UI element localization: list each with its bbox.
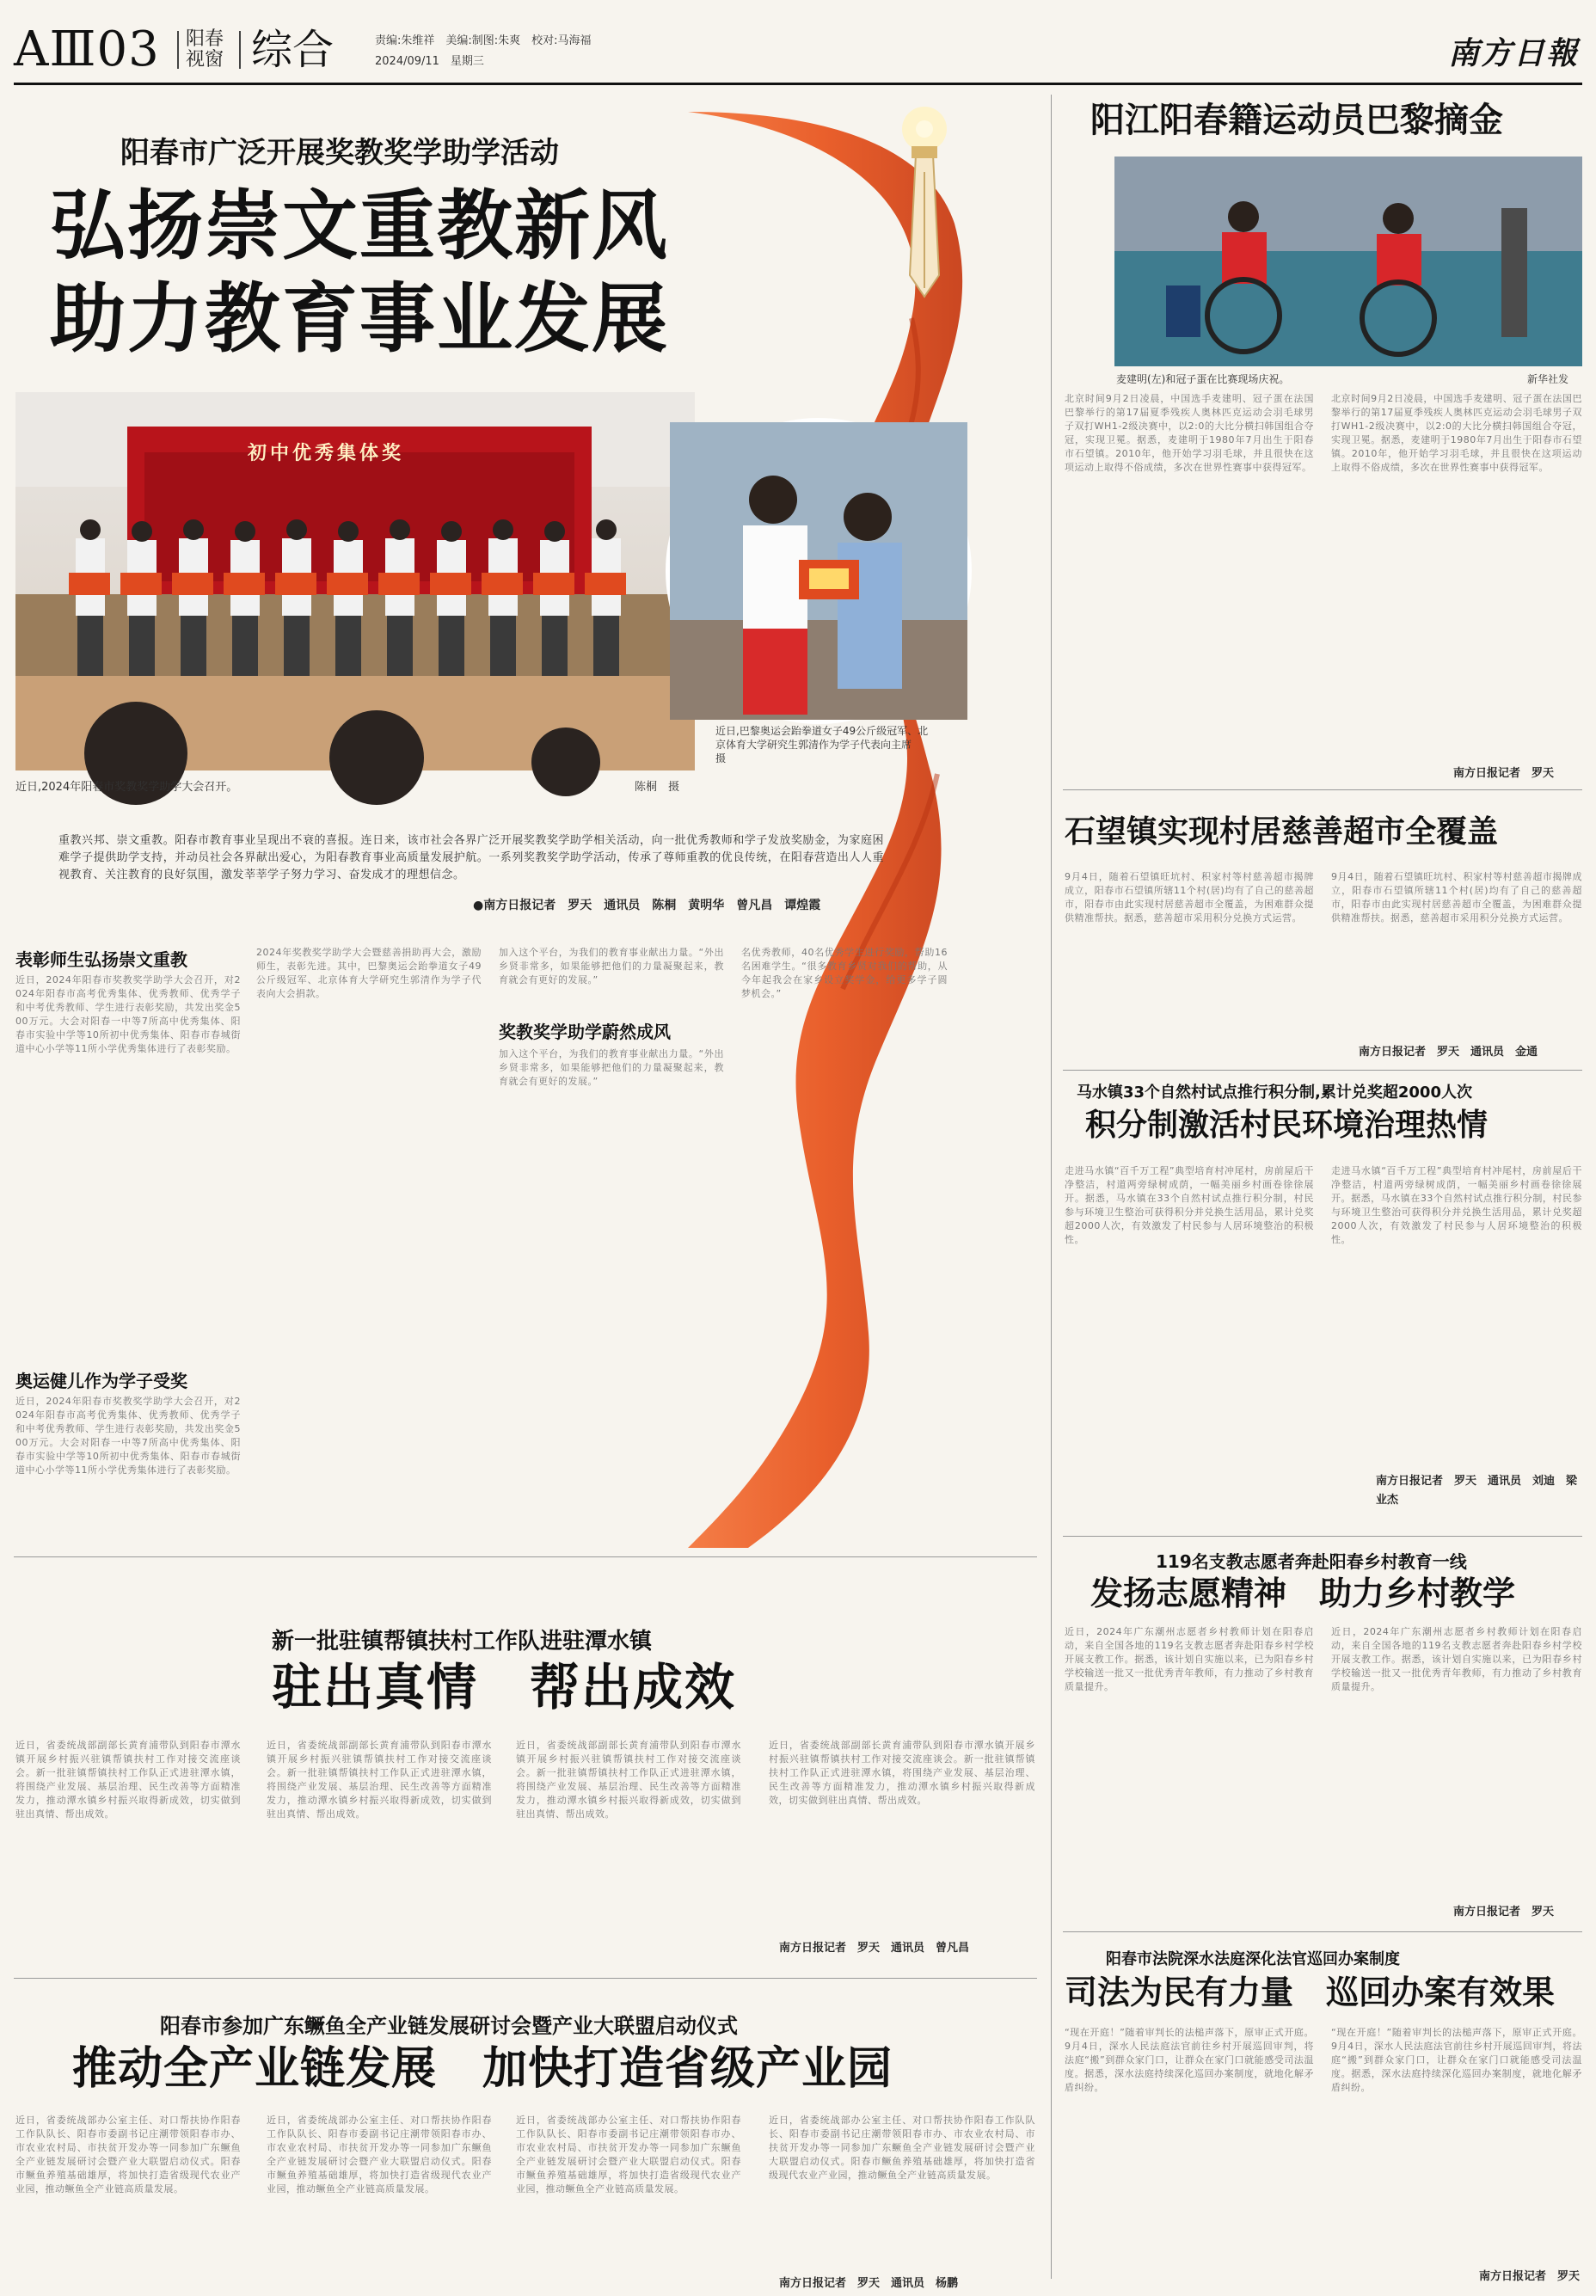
lead-subhead-3: 奖教奖学助学蔚然成风 — [499, 1022, 671, 1042]
section-rule — [1063, 1931, 1582, 1932]
lead-col-4: 名优秀教师，40名优秀学生进行奖励，帮助16名困难学生。“很多教育乡贤对我们的帮助，从今年起我会在家乡设立奖学金，给更多学子圆梦机会。” — [741, 947, 948, 999]
right4-body-col2: 近日，2024年广东潮州志愿者乡村教师计划在阳春启动，来自全国各地的119名支教志愿者奔赴阳春乡村学校开展支教工作。据悉，该计划自实施以来，已为阳春乡村学校输送一批又一批优秀青年教师，有力推动了乡村教育质量提升。 — [1331, 1626, 1582, 1692]
lead-col-2: 2024年奖教奖学助学大会暨慈善捐助再大会，激励师生，表彰先进。其中，巴黎奥运会跆拳道女子49公斤级冠军、北京体育大学研究生郭清作为学子代表向大会捐款。 — [256, 947, 482, 999]
lead-headline-line1: 弘扬崇文重教新风 — [50, 181, 670, 270]
section-divider — [239, 31, 241, 69]
section-rule — [1063, 1536, 1582, 1537]
bottom-byline: 南方日报记者 罗天 通讯员 杨鹏 — [779, 2277, 959, 2290]
bottom-body-col1: 近日，省委统战部办公室主任、对口帮扶协作阳春工作队队长、阳春市委副书记庄潮带领阳春市办、市农业农村局、市扶贫开发办等一同参加广东鳜鱼全产业链发展研讨会暨产业大联盟启动仪式。阳春市鳜鱼养殖基础雄厚，将加快打造省级现代农业产业园，推动鳜鱼全产业链高质量发展。 — [15, 2115, 241, 2195]
right4-headline: 发扬志愿精神 助力乡村教学 — [1090, 1574, 1516, 1612]
right1-body-col2: 北京时间9月2日凌晨，中国选手麦建明、冠子蛋在法国巴黎举行的第17届夏季残疾人奥林匹克运动会羽毛球男子双打WH1-2级决赛中，以2:0的大比分横扫韩国组合夺冠，实现卫冕。据悉，麦建明于1980年7月出生于阳春市石望镇。2010年，他开始学习羽毛球，并且很快在这项运动上取得不俗成绩，多次在世界性赛事中获得冠军。 — [1331, 393, 1582, 473]
date-line: 2024/09/11 星期三 — [375, 55, 484, 68]
right3-body-col1: 走进马水镇“百千万工程”典型培育村冲尾村，房前屋后干净整洁，村道两旁绿树成荫，一幅美丽乡村画卷徐徐展开。据悉，马水镇在33个自然村试点推行积分制，村民参与环境卫生整治可获得积分并兑换生活用品，累计兑奖超2000人次，有效激发了村民参与人居环境整治的积极性。 — [1065, 1165, 1314, 1245]
inset-photo-caption: 近日,巴黎奥运会跆拳道女子49公斤级冠军、北京体育大学研究生郭清作为学子代表向主席 摄 — [715, 725, 929, 764]
section-title: 综合 — [251, 26, 335, 74]
lead-subhead-2: 奥运健儿作为学子受奖 — [15, 1371, 187, 1391]
section-divider — [177, 31, 179, 69]
section-small: 阳春视窗 — [186, 28, 224, 71]
mid-body-col4: 近日，省委统战部副部长黄育浦带队到阳春市潭水镇开展乡村振兴驻镇帮镇扶村工作对接交流座谈会。新一批驻镇帮镇扶村工作队正式进驻潭水镇，将围绕产业发展、基层治理、民生改善等方面精准发力，推动潭水镇乡村振兴取得新成效，切实做到驻出真情、帮出成效。 — [769, 1740, 1035, 1806]
right1-byline: 南方日报记者 罗天 — [1453, 767, 1555, 780]
staff-line: 责编:朱维祥 美编:制图:朱爽 校对:马海福 — [375, 34, 592, 47]
photo-banner-title: 初中优秀集体奖 — [248, 443, 405, 464]
lead-photo-caption: 近日,2024年阳春市奖教奖学助学大会召开。 — [15, 781, 238, 794]
lead-headline-line2: 助力教育事业发展 — [50, 273, 670, 363]
right4-byline: 南方日报记者 罗天 — [1453, 1906, 1555, 1918]
mid-body-col3: 近日，省委统战部副部长黄育浦带队到阳春市潭水镇开展乡村振兴驻镇帮镇扶村工作对接交流座谈会。新一批驻镇帮镇扶村工作队正式进驻潭水镇，将围绕产业发展、基层治理、民生改善等方面精准发力，推动潭水镇乡村振兴取得新成效，切实做到驻出真情、帮出成效。 — [516, 1740, 741, 1820]
right4-kicker: 119名支教志愿者奔赴阳春乡村教育一线 — [1156, 1551, 1467, 1572]
right3-kicker: 马水镇33个自然村试点推行积分制,累计兑奖超2000人次 — [1077, 1084, 1472, 1102]
right1-credit: 新华社发 — [1527, 373, 1569, 385]
right3-byline: 南方日报记者 罗天 通讯员 刘迪 梁业杰 — [1376, 1475, 1578, 1507]
masthead-logo: 南方日報 — [1447, 35, 1579, 71]
wheelchair-badminton-photo — [1114, 157, 1582, 366]
lead-byline: ●南方日报记者 罗天 通讯员 陈桐 黄明华 曾凡昌 谭煌霞 — [473, 899, 821, 912]
right5-body-col1: “现在开庭！”随着审判长的法槌声落下，原审正式开庭。9月4日，深水人民法庭法官前往乡村开展巡回审判，将法庭“搬”到群众家门口，让群众在家门口就能感受司法温度。据悉，深水法庭持续深化巡回办案制度，就地化解矛盾纠纷。 — [1065, 2027, 1314, 2093]
lead-col-1: 近日，2024年阳春市奖教奖学助学大会召开，对2024年阳春市高考优秀集体、优秀教师、优秀学子和中考优秀教师、学生进行表彰奖励，共发出奖金500万元。大会对阳春一中等7所高中优秀集体、阳春市实验中学等10所初中优秀集体、阳春市春城街道中心小学等11所小学优秀集体进行了表彰奖励。 — [15, 974, 241, 1054]
right2-body-col1: 9月4日，随着石望镇旺坑村、积家村等村慈善超市揭牌成立，阳春市石望镇所辖11个村(居)均有了自己的慈善超市，阳春市由此实现村居慈善超市全覆盖，为困难群众提供精准帮扶。据悉，慈善超市采用积分兑换方式运营。 — [1065, 871, 1314, 924]
right2-body-col2: 9月4日，随着石望镇旺坑村、积家村等村慈善超市揭牌成立，阳春市石望镇所辖11个村(居)均有了自己的慈善超市，阳春市由此实现村居慈善超市全覆盖，为困难群众提供精准帮扶。据悉，慈善超市采用积分兑换方式运营。 — [1331, 871, 1582, 924]
lead-col-3: 加入这个平台，为我们的教育事业献出力量。“外出乡贤非常多，如果能够把他们的力量凝聚起来，教育就会有更好的发展。” — [499, 947, 724, 985]
lead-intro: 重教兴邦、崇文重教。阳春市教育事业呈现出不衰的喜报。连日来，该市社会各界广泛开展奖教奖学助学相关活动，向一批优秀教师和学子发放奖励金，为家庭困难学子提供助学支持，并动员社会各界献出爱心，为阳春教育事业高质量发展护航。一系列奖教奖学助学活动，传承了尊师重教的优良传统，在阳春营造出人人重视教育、关注教育的良好氛围，激发莘莘学子努力学习、奋发成才的理想信念。 — [58, 834, 884, 881]
lead-kicker: 阳春市广泛开展奖教奖学助学活动 — [120, 136, 559, 170]
lead-col-3b: 加入这个平台，为我们的教育事业献出力量。“外出乡贤非常多，如果能够把他们的力量凝聚起来，教育就会有更好的发展。” — [499, 1048, 724, 1087]
mid-byline: 南方日报记者 罗天 通讯员 曾凡昌 — [779, 1942, 970, 1955]
bottom-headline: 推动全产业链发展 加快打造省级产业园 — [72, 2042, 893, 2095]
page-code: AⅢ03 — [14, 21, 160, 77]
lead-col-1b: 近日，2024年阳春市奖教奖学助学大会召开，对2024年阳春市高考优秀集体、优秀教师、优秀学子和中考优秀教师、学生进行表彰奖励，共发出奖金500万元。大会对阳春一中等7所高中优秀集体、阳春市实验中学等10所初中优秀集体、阳春市春城街道中心小学等11所小学优秀集体进行了表彰奖励。 — [15, 1396, 241, 1476]
bottom-body-col4: 近日，省委统战部办公室主任、对口帮扶协作阳春工作队队长、阳春市委副书记庄潮带领阳春市办、市农业农村局、市扶贫开发办等一同参加广东鳜鱼全产业链发展研讨会暨产业大联盟启动仪式。阳春市鳜鱼养殖基础雄厚，将加快打造省级现代农业产业园，推动鳜鱼全产业链高质量发展。 — [769, 2115, 1035, 2181]
right5-byline: 南方日报记者 罗天 — [1479, 2270, 1581, 2283]
section-rule — [1063, 789, 1582, 790]
header-rule — [14, 83, 1582, 85]
section-rule — [14, 1556, 1037, 1557]
right2-byline: 南方日报记者 罗天 通讯员 金通 — [1359, 1046, 1538, 1059]
right1-caption: 麦建明(左)和冠子蛋在比赛现场庆祝。 — [1116, 373, 1290, 385]
pen-nib-icon — [886, 103, 963, 301]
lead-photo-credit: 陈桐 摄 — [635, 781, 680, 794]
award-ceremony-photo — [15, 392, 695, 770]
right5-headline: 司法为民有力量 巡回办案有效果 — [1065, 1973, 1556, 2011]
athlete-inset-photo — [666, 418, 972, 724]
mid-body-col1: 近日，省委统战部副部长黄育浦带队到阳春市潭水镇开展乡村振兴驻镇帮镇扶村工作对接交流座谈会。新一批驻镇帮镇扶村工作队正式进驻潭水镇，将围绕产业发展、基层治理、民生改善等方面精准发力，推动潭水镇乡村振兴取得新成效，切实做到驻出真情、帮出成效。 — [15, 1740, 241, 1820]
right3-headline: 积分制激活村民环境治理热情 — [1085, 1107, 1489, 1143]
right4-body-col1: 近日，2024年广东潮州志愿者乡村教师计划在阳春启动，来自全国各地的119名支教志愿者奔赴阳春乡村学校开展支教工作。据悉，该计划自实施以来，已为阳春乡村学校输送一批又一批优秀青年教师，有力推动了乡村教育质量提升。 — [1065, 1626, 1314, 1692]
mid-kicker: 新一批驻镇帮镇扶村工作队进驻潭水镇 — [272, 1629, 653, 1654]
right2-headline: 石望镇实现村居慈善超市全覆盖 — [1065, 813, 1499, 850]
mid-headline: 驻出真情 帮出成效 — [272, 1658, 737, 1716]
right5-body-col2: “现在开庭！”随着审判长的法槌声落下，原审正式开庭。9月4日，深水人民法庭法官前往乡村开展巡回审判，将法庭“搬”到群众家门口，让群众在家门口就能感受司法温度。据悉，深水法庭持续深化巡回办案制度，就地化解矛盾纠纷。 — [1331, 2027, 1582, 2093]
right5-kicker: 阳春市法院深水法庭深化法官巡回办案制度 — [1106, 1950, 1400, 1968]
bottom-body-col3: 近日，省委统战部办公室主任、对口帮扶协作阳春工作队队长、阳春市委副书记庄潮带领阳春市办、市农业农村局、市扶贫开发办等一同参加广东鳜鱼全产业链发展研讨会暨产业大联盟启动仪式。阳春市鳜鱼养殖基础雄厚，将加快打造省级现代农业产业园，推动鳜鱼全产业链高质量发展。 — [516, 2115, 741, 2195]
mid-body-col2: 近日，省委统战部副部长黄育浦带队到阳春市潭水镇开展乡村振兴驻镇帮镇扶村工作对接交流座谈会。新一批驻镇帮镇扶村工作队正式进驻潭水镇，将围绕产业发展、基层治理、民生改善等方面精准发力，推动潭水镇乡村振兴取得新成效，切实做到驻出真情、帮出成效。 — [267, 1740, 492, 1820]
bottom-kicker: 阳春市参加广东鳜鱼全产业链发展研讨会暨产业大联盟启动仪式 — [160, 2014, 738, 2038]
right1-headline: 阳江阳春籍运动员巴黎摘金 — [1090, 100, 1503, 140]
lead-subhead-1: 表彰师生弘扬崇文重教 — [15, 949, 187, 970]
page-header — [14, 19, 1582, 79]
right3-body-col2: 走进马水镇“百千万工程”典型培育村冲尾村，房前屋后干净整洁，村道两旁绿树成荫，一幅美丽乡村画卷徐徐展开。据悉，马水镇在33个自然村试点推行积分制，村民参与环境卫生整治可获得积分并兑换生活用品，累计兑奖超2000人次，有效激发了村民参与人居环境整治的积极性。 — [1331, 1165, 1582, 1245]
section-rule — [14, 1978, 1037, 1979]
column-divider — [1051, 95, 1052, 2279]
right1-body-col1: 北京时间9月2日凌晨，中国选手麦建明、冠子蛋在法国巴黎举行的第17届夏季残疾人奥林匹克运动会羽毛球男子双打WH1-2级决赛中，以2:0的大比分横扫韩国组合夺冠，实现卫冕。据悉，麦建明于1980年7月出生于阳春市石望镇。2010年，他开始学习羽毛球，并且很快在这项运动上取得不俗成绩，多次在世界性赛事中获得冠军。 — [1065, 393, 1314, 473]
bottom-body-col2: 近日，省委统战部办公室主任、对口帮扶协作阳春工作队队长、阳春市委副书记庄潮带领阳春市办、市农业农村局、市扶贫开发办等一同参加广东鳜鱼全产业链发展研讨会暨产业大联盟启动仪式。阳春市鳜鱼养殖基础雄厚，将加快打造省级现代农业产业园，推动鳜鱼全产业链高质量发展。 — [267, 2115, 492, 2195]
section-rule — [1063, 1070, 1582, 1071]
